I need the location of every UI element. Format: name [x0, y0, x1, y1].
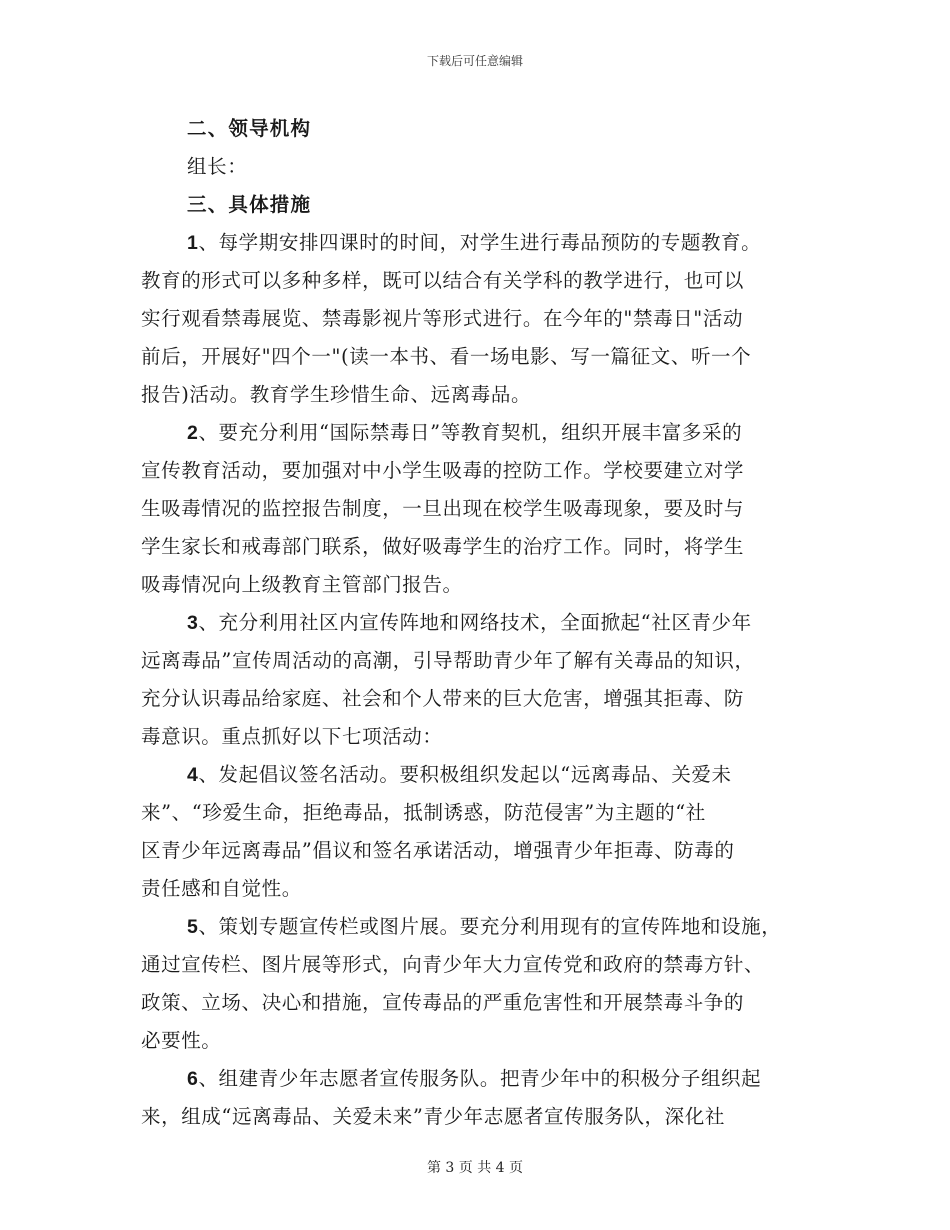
line-text: 学生家长和戒毒部门联系，做好吸毒学生的治疗工作。同时，将学生: [141, 535, 745, 558]
paragraph-line: [141, 642, 821, 680]
paragraph-line: [141, 262, 821, 300]
measure-paragraph: [141, 756, 821, 908]
line-text: 责任感和自觉性。: [141, 877, 302, 900]
line-text: 教育的形式可以多种多样，既可以结合有关学科的教学进行，也可以: [141, 269, 745, 292]
line-text: 宣传教育活动，要加强对中小学生吸毒的控防工作。学校要建立对学: [141, 459, 745, 482]
measure-paragraph: [141, 414, 821, 604]
paragraph-line: [141, 452, 821, 490]
line-text: 必要性。: [141, 1029, 222, 1052]
paragraph-line: [141, 1060, 821, 1098]
line-text: 来，组成“远离毒品、关爱未来”青少年志愿者宣传服务队，深化社: [141, 1105, 725, 1128]
paragraph-line: [141, 224, 821, 262]
paragraph-line: [141, 490, 821, 528]
item-number: 5: [187, 916, 199, 938]
line-text: 区青少年远离毒品”倡议和签名承诺活动，增强青少年拒毒、防毒的: [141, 839, 735, 862]
line-text: 通过宣传栏、图片展等形式，向青少年大力宣传党和政府的禁毒方针、: [141, 953, 765, 976]
line-text: 远离毒品”宣传周活动的高潮，引导帮助青少年了解有关毒品的知识，: [141, 649, 755, 672]
paragraph-line: [141, 946, 821, 984]
line-text: 前后，开展好"四个一"(读一本书、看一场电影、写一篇征文、听一个: [141, 345, 752, 368]
paragraph-line: [141, 984, 821, 1022]
measure-paragraph: [141, 224, 821, 414]
paragraph-line: [141, 604, 821, 642]
document-body: [141, 110, 821, 1136]
section-heading-leadership: 二、领导机构: [187, 117, 312, 140]
measure-paragraph: [141, 1060, 821, 1136]
line-text: 吸毒情况向上级教育主管部门报告。: [141, 573, 463, 596]
line-text: 、要充分利用“国际禁毒日”等教育契机，组织开展丰富多采的: [198, 421, 743, 444]
page-footer-number: 第 3 页 共 4 页: [426, 1160, 524, 1176]
line-text: 来”、“珍爱生命，拒绝毒品，抵制诱惑，防范侵害”为主题的“社: [141, 801, 706, 824]
paragraph-line: [141, 794, 821, 832]
paragraph-line: [141, 718, 821, 756]
measure-paragraph: [141, 604, 821, 756]
paragraph-line: [141, 300, 821, 338]
line-text: 报告)活动。教育学生珍惜生命、远离毒品。: [141, 383, 532, 406]
line-text: 、组建青少年志愿者宣传服务队。把青少年中的积极分子组织起: [198, 1067, 762, 1090]
line-text: 、发起倡议签名活动。要积极组织发起以“远离毒品、关爱未: [198, 763, 732, 786]
paragraph-line: [141, 414, 821, 452]
paragraph-line: [141, 376, 821, 414]
page-header-note: 下载后可任意编辑: [426, 54, 523, 68]
item-number: 3: [187, 612, 199, 634]
paragraph-line: [141, 680, 821, 718]
paragraph-line: [141, 1022, 821, 1060]
line-text: 政策、立场、决心和措施，宣传毒品的严重危害性和开展禁毒斗争的: [141, 991, 745, 1014]
paragraph-line: [141, 908, 821, 946]
line-text: 、策划专题宣传栏或图片展。要充分利用现有的宣传阵地和设施，: [198, 915, 782, 938]
paragraph-line: [141, 870, 821, 908]
paragraph-line: [141, 566, 821, 604]
leader-label: 组长：: [187, 155, 248, 178]
line-text: 实行观看禁毒展览、禁毒影视片等形式进行。在今年的"禁毒日"活动: [141, 307, 744, 330]
paragraph-line: [141, 832, 821, 870]
measure-paragraph: [141, 908, 821, 1060]
line-text: 毒意识。重点抓好以下七项活动：: [141, 725, 443, 748]
paragraph-line: [141, 1098, 821, 1136]
item-number: 2: [187, 422, 199, 444]
line-text: 生吸毒情况的监控报告制度，一旦出现在校学生吸毒现象，要及时与: [141, 497, 745, 520]
section-heading-measures: 三、具体措施: [187, 193, 312, 216]
line-text: 充分认识毒品给家庭、社会和个人带来的巨大危害，增强其拒毒、防: [141, 687, 745, 710]
line-text: 、充分利用社区内宣传阵地和网络技术，全面掀起“社区青少年: [198, 611, 752, 634]
line-text: 、每学期安排四课时的时间，对学生进行毒品预防的专题教育。: [198, 231, 762, 254]
item-number: 6: [187, 1068, 199, 1090]
paragraph-line: [141, 338, 821, 376]
item-number: 1: [187, 232, 199, 254]
measures-list: [141, 224, 821, 1136]
item-number: 4: [187, 764, 199, 786]
paragraph-line: [141, 756, 821, 794]
paragraph-line: [141, 528, 821, 566]
